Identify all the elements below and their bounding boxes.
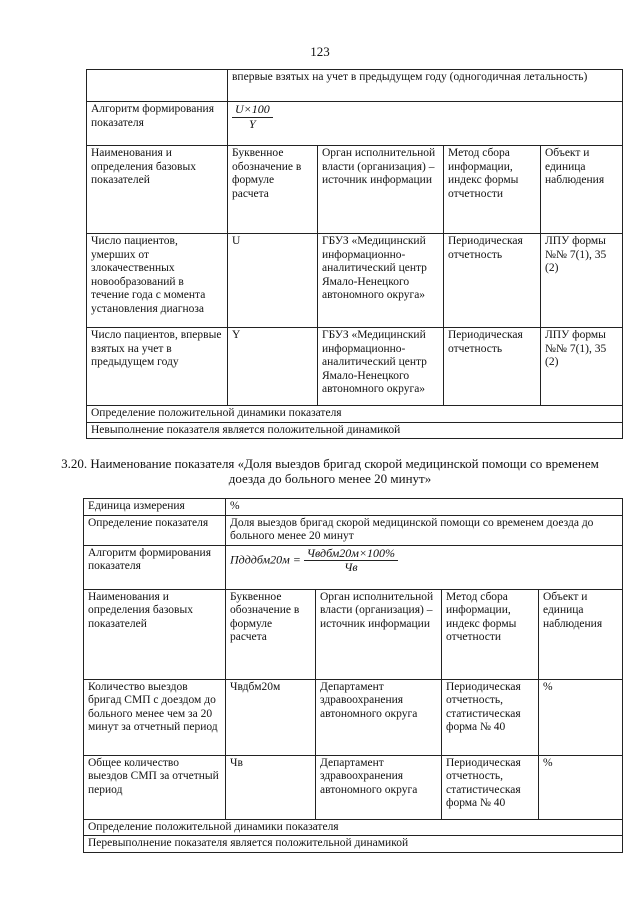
table-cell: % — [539, 755, 623, 819]
page-number: 123 — [310, 44, 330, 59]
column-header: Наименования и определения базовых показателей — [87, 146, 228, 234]
table-row — [87, 234, 623, 328]
algorithm-formula — [228, 102, 623, 146]
table-row — [84, 679, 623, 755]
table-cell: Число пациентов, умерших от злокачественных новообразований в течение года с момента установления диагноза — [87, 234, 228, 328]
table-cell: ГБУЗ «Медицинский информационно-аналитический центр Ямало-Ненецкого автономного округа» — [318, 328, 444, 406]
column-header: Метод сбора информации, индекс формы отчетности — [442, 589, 539, 679]
column-header: Орган исполнительной власти (организация) – источник информации — [316, 589, 442, 679]
formula-fraction — [304, 547, 398, 575]
column-header: Буквенное обозначение в формуле расчета — [226, 589, 316, 679]
table-cell: Чв — [226, 755, 316, 819]
table-cell: Департамент здравоохранения автономного округа — [316, 755, 442, 819]
table-cell: U — [228, 234, 318, 328]
column-header: Объект и единица наблюдения — [541, 146, 623, 234]
table-cell: Периодическая отчетность — [444, 328, 541, 406]
formula-denominator: Y — [249, 116, 256, 131]
indicator-table-1 — [86, 69, 623, 439]
dynamics-value: Перевыполнение показателя является положительной динамикой — [84, 836, 623, 853]
column-header: Буквенное обозначение в формуле расчета — [228, 146, 318, 234]
table-cell: Департамент здравоохранения автономного округа — [316, 679, 442, 755]
algorithm-label: Алгоритм формирования показателя — [87, 102, 228, 146]
table-cell: ЛПУ формы №№ 7(1), 35 (2) — [541, 234, 623, 328]
algorithm-formula — [226, 545, 623, 589]
definition-value: Доля выездов бригад скорой медицинской помощи со временем доезда до больного менее 20 минут — [226, 515, 623, 545]
column-header: Объект и единица наблюдения — [539, 589, 623, 679]
table-cell: Число пациентов, впервые взятых на учет в предыдущем году — [87, 328, 228, 406]
table-cell: Количество выездов бригад СМП с доездом до больного менее чем за 20 минут за отчетный период — [84, 679, 226, 755]
table-cell: ЛПУ формы №№ 7(1), 35 (2) — [541, 328, 623, 406]
formula-fraction — [232, 103, 273, 131]
table-cell: % — [539, 679, 623, 755]
table-cell: Периодическая отчетность, статистическая форма № 40 — [442, 755, 539, 819]
table-cell — [87, 70, 228, 102]
table-row — [87, 328, 623, 406]
formula-denominator: Чв — [344, 560, 358, 574]
table-cell: впервые взятых на учет в предыдущем году (одногодичная летальность) — [228, 70, 623, 102]
table-cell: Периодическая отчетность — [444, 234, 541, 328]
table-cell: Общее количество выездов СМП за отчетный период — [84, 755, 226, 819]
definition-label: Определение показателя — [84, 515, 226, 545]
unit-label: Единица измерения — [84, 499, 226, 516]
table-cell: Чвдбм20м — [226, 679, 316, 755]
dynamics-value: Невыполнение показателя является положительной динамикой — [87, 422, 623, 439]
table-cell: ГБУЗ «Медицинский информационно-аналитический центр Ямало-Ненецкого автономного округа» — [318, 234, 444, 328]
column-header: Орган исполнительной власти (организация) – источник информации — [318, 146, 444, 234]
algorithm-label: Алгоритм формирования показателя — [84, 545, 226, 589]
table-cell: Периодическая отчетность, статистическая форма № 40 — [442, 679, 539, 755]
indicator-table-2 — [83, 498, 623, 853]
section-title: 3.20. Наименование показателя «Доля выездов бригад скорой медицинской помощи со временем доезда до больного менее 20 минут» — [61, 456, 599, 486]
table-cell: Y — [228, 328, 318, 406]
formula-lhs: Пдддбм20м = — [230, 552, 301, 567]
formula-numerator: U×100 — [232, 103, 273, 118]
dynamics-definition: Определение положительной динамики показателя — [87, 406, 623, 423]
table-row — [84, 755, 623, 819]
dynamics-definition: Определение положительной динамики показателя — [84, 819, 623, 836]
formula-numerator: Чвдбм20м×100% — [304, 547, 398, 562]
unit-value: % — [226, 499, 623, 516]
column-header: Наименования и определения базовых показателей — [84, 589, 226, 679]
column-header: Метод сбора информации, индекс формы отчетности — [444, 146, 541, 234]
